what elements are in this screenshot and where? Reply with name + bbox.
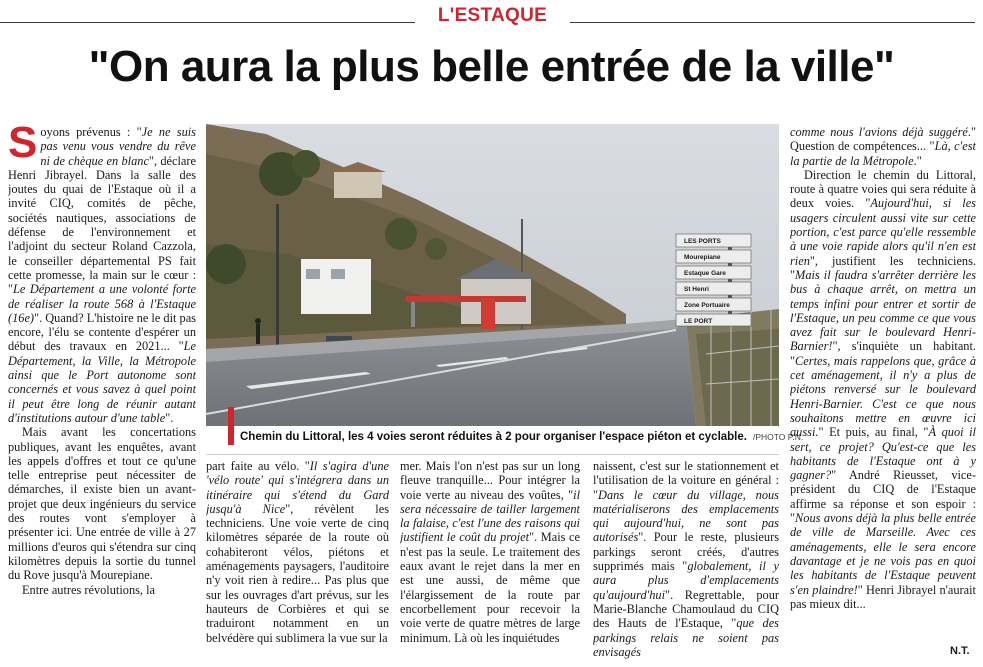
photo-credit: /PHOTO P.N. bbox=[752, 432, 804, 442]
road-sign-text: Mourepiane bbox=[684, 254, 721, 261]
headline: "On aura la plus belle entrée de la ville" bbox=[88, 42, 895, 91]
article-column-1: Soyons prévenus : "Je ne suis pas venu vous vendre du rêve ni de chèque en blanc", déclare Henri Jibrayel. Dans la salle des joutes du quai de l'Estaque où il a invité CIQ, comités de pêche, sociétés nautiques, associations de défense de l'environnement et l'adjoint du secteur Roland Cazzola, le conseiller départemental PS fait cette promesse, la main sur le cœur : "Le Département a une volonté forte de réaliser la route 568 à l'Estaque (16e)". Quand? L'histoire ne le dit pas encore, l'élu se contente d'espérer un début des travaux en 2021... "Le Département, la Ville, la Métropole ainsi que le Port autonome sont concernés et vous savez à quel point il peut être long de réunir autant d'institutions autour d'une table". Mais avant les concertations publiques, avant les enquêtes, avant les appels d'offres et tout ce qu'une telle entreprise peut nécessiter de démarches, il existe bien un avant-projet que deux ingénieurs du service des routes vont s'employer à présenter ici. Une entrée de ville à 27 millions d'euros qui s'étendra sur cinq kilomètres depuis la sortie du tunnel du Rove jusqu'à Mourepiane. Entre autres révolutions, la bbox=[8, 125, 196, 597]
road-sign-text: LES PORTS bbox=[684, 238, 721, 245]
caption-accent-bar bbox=[228, 407, 234, 445]
rubric-rule-right bbox=[570, 22, 975, 23]
article-column-2: part faite au vélo. "Il s'agira d'une 'vélo route' qui s'intégrera dans un itinéraire qui s'étend du Gard jusqu'à Nice", révèlent les techniciens. Une voie verte de cinq kilomètres séparée de la route où cohabiteront vélos, piétons et aménagements paysagers, l'auditoire n'y voit rien à redire... Pas plus que sur les ouvrages d'art prévus, sur les hauteurs de Corbières et qui se traduiront notamment en un belvédère qui sublimera la vue sur la bbox=[206, 459, 389, 645]
column-rule bbox=[206, 454, 779, 455]
road-photo bbox=[206, 124, 779, 426]
article-column-3: mer. Mais l'on n'est pas sur un long fleuve tranquille... Pour intégrer la voie verte au niveau des voûtes, "il sera nécessaire de tailler largement la falaise, c'est l'une des raisons qui justifient le coût du projet". Mais ce n'est pas la seule. Le traitement des eaux avant le rejet dans la mer en est une aussi, de même que l'élargissement de la route par encorbellement pour recevoir la voie verte de quatre mètres de large minimum. Là où les inquiétudes bbox=[400, 459, 580, 645]
road-sign-text: Estaque Gare bbox=[684, 270, 726, 277]
caption-text: Chemin du Littoral, les 4 voies seront réduites à 2 pour organiser l'espace piéton et cyclable. bbox=[240, 431, 747, 443]
rubric-rule-left bbox=[0, 22, 415, 23]
photo-illustration bbox=[206, 124, 779, 426]
paragraph: Mais avant les concertations publiques, avant les enquêtes, avant les appels d'offres et tout ce qu'une telle entreprise peut nécessiter de démarches, il existe bien un avant-projet que deux ingénieurs du service des routes vont s'employer à présenter ici. Une entrée de ville à 27 millions d'euros qui s'étendra sur cinq kilomètres depuis la sortie du tunnel du Rove jusqu'à Mourepiane. bbox=[8, 425, 196, 583]
article-column-5: comme nous l'avions déjà suggéré." Question de compétences... "Là, c'est la partie de la Métropole." Direction le chemin du Littoral, route à quatre voies qui sera réduite à deux voies. "Aujourd'hui, si les usagers circulent aussi vite sur cette portion, c'est parce qu'elle ressemble à une voie rapide alors qu'il n'en est rien", justifient les techniciens. "Mais il faudra s'arrêter derrière les bus à chaque arrêt, on mettra un temps infini pour entrer et sortir de l'Estaque, un peu comme ce que vous avez fait sur le boulevard Henri-Barnier!", s'inquiète un habitant. "Certes, mais rappelons que, grâce à cet aménagement, il n'y a plus de piétons renversé sur le boulevard Henri-Barnier. C'est ce que nous souhaitons mettre en œuvre ici aussi." Et puis, au final, "À quoi il sert, ce projet? Qu'est-ce que les habitants de l'Estaque ont à y gagner?" André Rieusset, vice-président du CIQ de l'Estaque affirme sa réponse et son espoir : "Nous avons déjà la plus belle entrée de ville de Marseille. Avec ces aménagements, elle le sera encore davantage et je ne vois pas en quoi les habitants de l'Estaque peuvent s'en plaindre!" Henri Jibrayel n'aurait pas mieux dit... bbox=[790, 125, 976, 611]
section-rubric: L'ESTAQUE bbox=[437, 5, 548, 26]
drop-cap: S bbox=[8, 125, 38, 167]
photo-caption bbox=[206, 430, 804, 448]
road-sign-text: LE PORT bbox=[684, 318, 713, 325]
road-sign-text: Zone Portuaire bbox=[684, 302, 730, 309]
road-sign-text: St Henri bbox=[684, 286, 709, 293]
paragraph: Entre autres révolutions, la bbox=[22, 582, 155, 597]
article-column-4: naissent, c'est sur le stationnement et l'utilisation de la voiture en général : "Dans le cœur du village, nous matérialiserons des emplacements qui aujourd'hui, ne sont pas autorisés". Pour le reste, plusieurs parkings seront créés, d'autres supprimés mais "globalement, il y aura plus d'emplacements qu'aujourd'hui". Regrettable, pour Marie-Blanche Chamoulaud du CIQ des Hauts de l'Estaque, "que des parkings relais ne soient pas envisagés bbox=[593, 459, 779, 659]
author-signature: N.T. bbox=[950, 645, 970, 657]
